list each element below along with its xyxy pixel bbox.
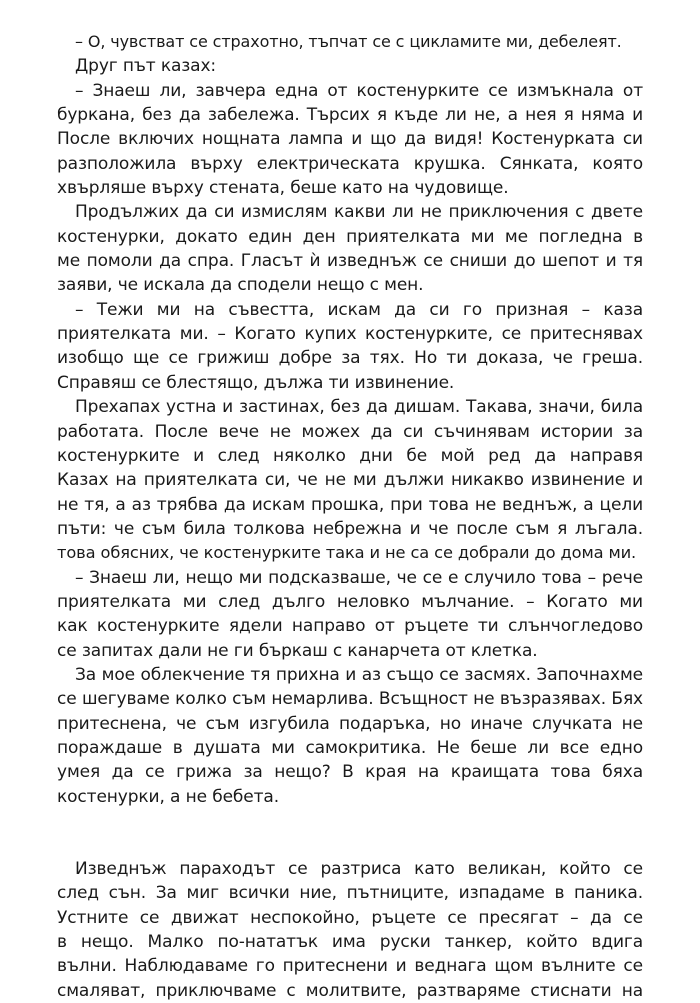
body-paragraph [57,566,643,663]
text-line: хвърляше върху стената, беше като на чудовище. [57,178,509,199]
text-line: смаляват, приключваме с молитвите, разтваряме стиснати на [57,980,643,1001]
text-line: приятелката ми след дълго неловко мълчание. – Когато ми [57,591,643,612]
body-paragraph [57,663,643,809]
text-line: пъти: че съм била толкова небрежна и че после съм я лъгала. [57,518,643,539]
body-paragraph [57,79,643,201]
text-line: – Знаеш ли, нещо ми подсказваше, че се е случило това – рече [75,567,643,588]
text-line: костенурките и след няколко дни бе мой ред да направя [57,445,643,466]
text-line: не тя, а аз трябва да искам прошка, при това не веднъж, а цели [57,494,643,515]
text-line: буркана, без да забележа. Търсих я къде ли не, а нея я няма и [57,105,643,126]
text-line: Устните се движат неспокойно, ръцете се пресягат – да се [57,907,643,928]
text-line: Справяш се блестящо, дължа ти извинение. [57,372,455,393]
text-line: Изведнъж параходът се разтриса като великан, който се [75,859,643,879]
body-paragraph [57,54,643,78]
text-line: се запитах дали не ги бъркаш с канарчета от клетка. [57,640,538,661]
text-line: костенурки, а не бебета. [57,786,279,807]
text-line: вълни. Наблюдаваме го притеснени и веднага щом вълните се [57,956,643,977]
text-line: ме помоли да спра. Гласът ѝ изведнъж се сниши до шепот и тя [57,251,643,272]
text-line: За мое облекчение тя прихна и аз също се засмях. Започнахме [75,664,643,685]
text-line: умея да се грижа за нещо? В края на краищата това бяха [57,762,643,783]
text-line: се шегуваме колко съм немарлива. Всъщност не възразявах. Бях [57,689,643,710]
text-line: Казах на приятелката си, че не ми дължи никакво извинение и [57,470,643,491]
text-line: работата. После вече не можех да си съчинявам истории за [57,421,643,442]
body-paragraph [57,298,643,395]
text-line: Продължих да си измислям какви ли не приключения с двете [75,202,643,223]
text-line: заяви, че искала да сподели нещо с мен. [57,275,424,296]
text-line: – Знаеш ли, завчера една от костенурките се измъкнала от [75,80,643,101]
text-line: – О, чувстват се страхотно, тъпчат се с цикламите ми, дебелеят. [75,32,622,51]
text-line: Друг път казах: [75,56,217,77]
text-line: костенурки, докато един ден приятелката ми ме погледна в [57,226,643,247]
text-line: изобщо ще се грижиш добре за тях. Но ти доказа, че греша. [57,348,643,369]
text-line: в нещо. Малко по-нататък има руски танкер, който вдига [57,932,643,953]
text-line: пораждаше в душата ми самокритика. Не беше ли все едно [57,737,643,758]
text-line: след сън. За миг всички ние, пътниците, изпадаме в паника. [57,883,643,904]
text-line: това обясних, че костенурките така и не са се добрали до дома ми. [57,543,637,563]
text-line: притеснена, че съм изгубила подаръка, но иначе случката не [57,713,643,734]
body-paragraph [57,30,643,54]
text-line: После включих нощната лампа и що да видя! Костенурката си [57,129,643,150]
body-paragraph [57,395,643,565]
body-paragraph [57,857,643,1003]
text-line: – Тежи ми на съвестта, искам да си го призная – каза [75,299,643,320]
text-line: Прехапах устна и застинах, без да дишам. Такава, значи, била [75,397,643,418]
text-line: как костенурките ядели направо от ръцете ти слънчогледово [57,616,643,637]
text-line: приятелката ми. – Когато купих костенурките, се притеснявах [57,324,643,345]
text-line: разположила върху електрическата крушка. Сянката, която [57,153,643,174]
document-page [57,30,643,1003]
body-paragraph [57,200,643,297]
